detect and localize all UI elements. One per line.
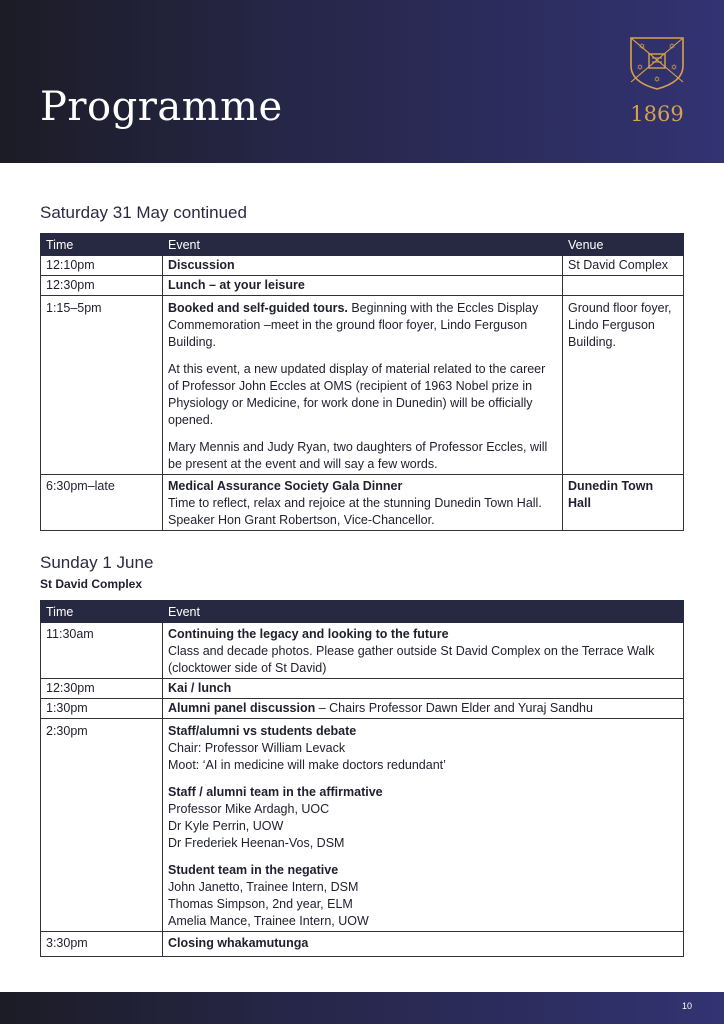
event-paragraph: Mary Mennis and Judy Ryan, two daughters of Professor Eccles, will be present at the event and will say a few words. (168, 440, 548, 471)
event-paragraph (168, 862, 678, 930)
event-paragraph: At this event, a new updated display of material related to the career of Professor John Eccles at OMS (recipient of 1963 Nobel prize in Physiology or Medicine, for work done in Dunedin) will be officially opened. (168, 362, 546, 427)
crest-year: 1869 (630, 102, 684, 126)
sunday-schedule-table (40, 600, 684, 957)
row-time: 1:30pm (41, 699, 163, 719)
event-description: Beginning with the Eccles Display Commemoration –meet in the ground floor foyer, Lindo Ferguson Building. (168, 301, 539, 349)
svg-text:✡: ✡ (653, 75, 661, 84)
event-title: Staff/alumni vs students debate (168, 724, 357, 738)
row-time: 12:30pm (41, 679, 163, 699)
row-event (163, 699, 684, 719)
saturday-schedule-table (40, 233, 684, 531)
row-venue (563, 276, 684, 296)
row-event (163, 475, 563, 531)
team-member: Dr Frederiek Heenan-Vos, DSM (168, 836, 345, 850)
row-event (163, 296, 563, 475)
table-header-row (41, 234, 684, 256)
event-title: Medical Assurance Society Gala Dinner (168, 479, 403, 493)
event-description: – Chairs Professor Dawn Elder and Yuraj Sandhu (315, 701, 593, 715)
row-time: 1:15–5pm (41, 296, 163, 475)
university-crest-icon (629, 36, 685, 90)
team-member: Dr Kyle Perrin, UOW (168, 819, 284, 833)
event-description: Speaker Hon Grant Robertson, Vice-Chancellor. (168, 513, 435, 527)
row-venue: St David Complex (563, 256, 684, 276)
row-time: 6:30pm–late (41, 475, 163, 531)
svg-text:✡: ✡ (636, 63, 644, 72)
table-row (41, 623, 684, 679)
row-event: Kai / lunch (163, 679, 684, 699)
table-row (41, 276, 684, 296)
section-heading-saturday: Saturday 31 May continued (40, 203, 247, 222)
section-subheading-venue: St David Complex (40, 577, 143, 591)
row-event: Closing whakamutunga (163, 932, 684, 957)
row-event (163, 623, 684, 679)
row-event: Discussion (163, 256, 563, 276)
team-affirmative-title: Staff / alumni team in the affirmative (168, 785, 383, 799)
row-time: 11:30am (41, 623, 163, 679)
row-time: 12:10pm (41, 256, 163, 276)
table-row (41, 719, 684, 932)
column-header-event: Event (163, 234, 563, 256)
column-header-time: Time (41, 601, 163, 623)
svg-text:✡: ✡ (668, 42, 676, 51)
table-row (41, 699, 684, 719)
event-title: Alumni panel discussion (168, 701, 316, 715)
event-description: Time to reflect, relax and rejoice at the stunning Dunedin Town Hall. (168, 496, 542, 510)
team-member: Amelia Mance, Trainee Intern, UOW (168, 914, 369, 928)
debate-chair: Chair: Professor William Levack (168, 741, 346, 755)
event-paragraph (168, 784, 678, 852)
table-row (41, 256, 684, 276)
page-header (0, 0, 724, 163)
event-title: Continuing the legacy and looking to the future (168, 627, 449, 641)
event-title: Booked and self-guided tours. (168, 301, 348, 315)
team-member: Thomas Simpson, 2nd year, ELM (168, 897, 353, 911)
column-header-event: Event (163, 601, 684, 623)
row-time: 2:30pm (41, 719, 163, 932)
section-heading-sunday: Sunday 1 June (40, 553, 154, 572)
page-title: Programme (40, 84, 283, 130)
table-row (41, 932, 684, 957)
team-member: Professor Mike Ardagh, UOC (168, 802, 330, 816)
event-paragraph (168, 300, 557, 351)
row-time: 12:30pm (41, 276, 163, 296)
page-number: 10 (681, 1001, 692, 1011)
column-header-venue: Venue (563, 234, 684, 256)
row-event: Lunch – at your leisure (163, 276, 563, 296)
row-time: 3:30pm (41, 932, 163, 957)
row-venue: Ground floor foyer, Lindo Ferguson Building. (563, 296, 684, 475)
event-paragraph (168, 723, 678, 774)
event-description: Class and decade photos. Please gather outside St David Complex on the Terrace Walk (clocktower side of St David) (168, 644, 655, 675)
svg-text:✡: ✡ (670, 63, 678, 72)
row-venue: Dunedin Town Hall (563, 475, 684, 531)
page-footer (0, 992, 724, 1024)
svg-text:✡: ✡ (638, 42, 646, 51)
table-row (41, 679, 684, 699)
column-header-time: Time (41, 234, 163, 256)
table-header-row (41, 601, 684, 623)
team-member: John Janetto, Trainee Intern, DSM (168, 880, 359, 894)
debate-moot: Moot: ‘AI in medicine will make doctors redundant’ (168, 758, 446, 772)
table-row (41, 475, 684, 531)
row-event (163, 719, 684, 932)
team-negative-title: Student team in the negative (168, 863, 339, 877)
table-row (41, 296, 684, 475)
